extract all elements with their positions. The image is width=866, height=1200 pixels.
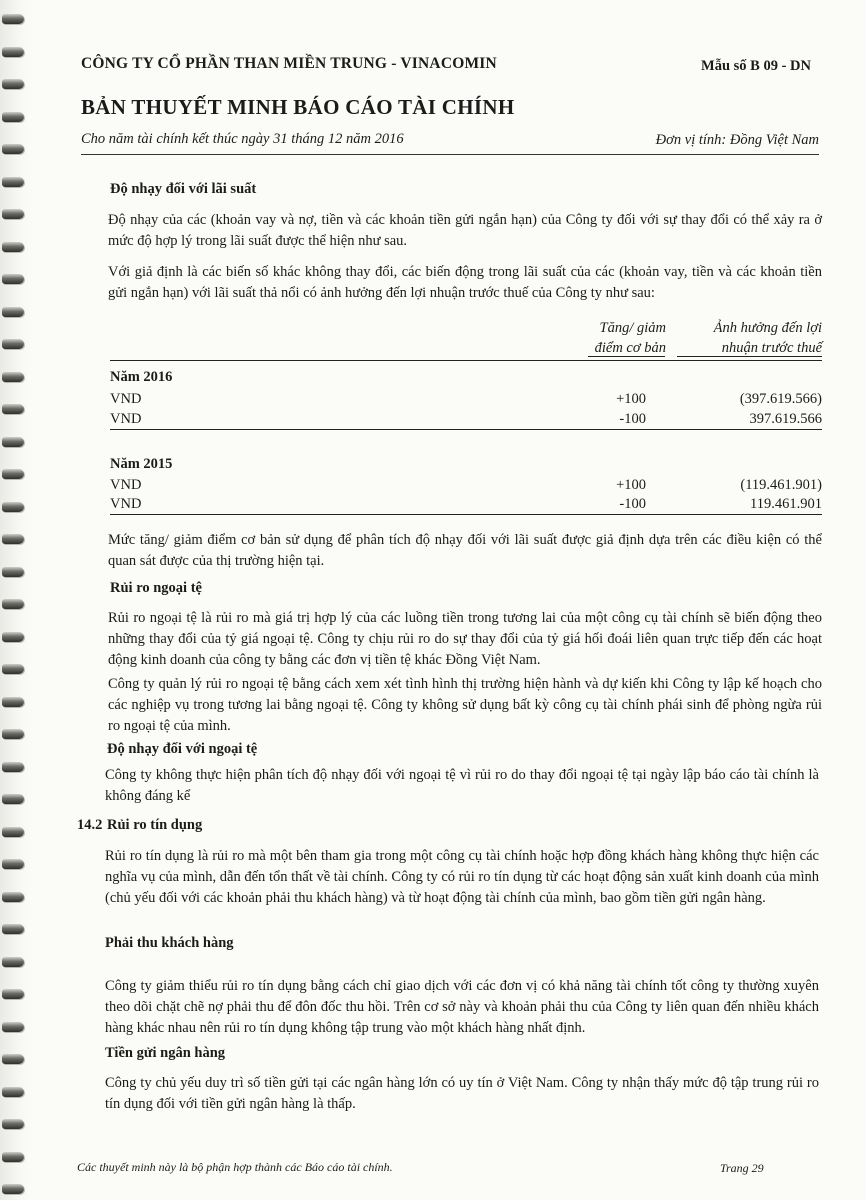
table-group-year: Năm 2016 bbox=[110, 369, 173, 385]
table-cell-currency: VND bbox=[110, 411, 142, 427]
binding-ring bbox=[2, 1119, 24, 1129]
binding-ring bbox=[2, 209, 24, 219]
binding-ring bbox=[2, 404, 24, 414]
column-header-underline bbox=[588, 356, 665, 357]
header-divider bbox=[81, 154, 819, 155]
binding-ring bbox=[2, 1152, 24, 1162]
footer-note: Các thuyết minh này là bộ phận hợp thành các Báo cáo tài chính. bbox=[77, 1160, 393, 1174]
binding-ring bbox=[2, 1184, 24, 1194]
column-header-line: Tăng/ giảm bbox=[599, 320, 666, 336]
currency-unit: Đơn vị tính: Đồng Việt Nam bbox=[655, 132, 819, 148]
binding-ring bbox=[2, 1022, 24, 1032]
page-number: Trang 29 bbox=[720, 1161, 764, 1175]
binding-ring bbox=[2, 567, 24, 577]
table-cell-impact: 397.619.566 bbox=[749, 411, 822, 427]
section-heading-fx-risk: Rủi ro ngoại tệ bbox=[110, 580, 202, 596]
document-title: BẢN THUYẾT MINH BÁO CÁO TÀI CHÍNH bbox=[81, 95, 515, 119]
company-name: CÔNG TY CỔ PHẦN THAN MIỀN TRUNG - VINACOMIN bbox=[81, 55, 497, 72]
column-header-profit-impact bbox=[660, 318, 822, 358]
binding-ring bbox=[2, 339, 24, 349]
binding-ring bbox=[2, 1087, 24, 1097]
binding-ring bbox=[2, 924, 24, 934]
table-cell-impact: (397.619.566) bbox=[739, 391, 822, 407]
binding-ring bbox=[2, 79, 24, 89]
binding-ring bbox=[2, 14, 24, 24]
binding-ring bbox=[2, 892, 24, 902]
binding-ring bbox=[2, 794, 24, 804]
table-cell-points: +100 bbox=[616, 477, 646, 493]
reporting-period: Cho năm tài chính kết thúc ngày 31 tháng 12 năm 2016 bbox=[81, 131, 404, 147]
binding-ring bbox=[2, 729, 24, 739]
binding-ring bbox=[2, 47, 24, 57]
table-group-rule bbox=[110, 429, 822, 430]
binding-ring bbox=[2, 437, 24, 447]
table-cell-points: +100 bbox=[616, 391, 646, 407]
binding-ring bbox=[2, 534, 24, 544]
binding-ring bbox=[2, 307, 24, 317]
column-header-line: nhuận trước thuế bbox=[721, 340, 822, 356]
section-heading-receivables: Phải thu khách hàng bbox=[105, 935, 234, 951]
section-heading-interest-sensitivity: Độ nhạy đối với lãi suất bbox=[110, 181, 257, 197]
binding-ring bbox=[2, 599, 24, 609]
section-heading-bank-deposits: Tiền gửi ngân hàng bbox=[105, 1045, 226, 1061]
paragraph: Mức tăng/ giảm điểm cơ bản sử dụng để phân tích độ nhạy đối với lãi suất được giả định dựa trên các điều kiện có thể quan sát được của thị trường hiện tại. bbox=[108, 532, 822, 569]
section-number: 14.2 bbox=[77, 817, 103, 833]
binding-ring bbox=[2, 469, 24, 479]
column-header-basis-points bbox=[540, 318, 666, 358]
column-header-line: điểm cơ bản bbox=[594, 340, 666, 356]
section-heading-credit-risk: Rủi ro tín dụng bbox=[107, 817, 203, 833]
binding-ring bbox=[2, 957, 24, 967]
paragraph: Rủi ro ngoại tệ là rủi ro mà giá trị hợp lý của các luồng tiền trong tương lai của một công cụ tài chính sẽ biến động theo những thay đổi của tỷ giá ngoại tệ. Công ty chịu rủi ro do sự thay đổi của tỷ giá hối đoái liên quan trực tiếp đến các hoạt động kinh doanh của công ty bằng các đơn vị tiền tệ khác Đồng Việt Nam. bbox=[108, 610, 822, 668]
table-cell-points: -100 bbox=[619, 496, 646, 512]
table-cell-impact: (119.461.901) bbox=[740, 477, 822, 493]
table-top-rule bbox=[110, 360, 822, 361]
binding-ring bbox=[2, 697, 24, 707]
paragraph: Công ty không thực hiện phân tích độ nhạy đối với ngoại tệ vì rủi ro do thay đổi ngoại tệ tại ngày lập báo cáo tài chính là không đáng kể bbox=[105, 767, 819, 804]
paragraph: Với giả định là các biến số khác không thay đổi, các biến động trong lãi suất của các (khoản vay, tiền và các khoản tiền gửi ngắn hạn) với lãi suất thả nổi có ảnh hưởng đến lợi nhuận trước thuế của Công ty như sau: bbox=[108, 264, 822, 301]
table-group-year: Năm 2015 bbox=[110, 456, 173, 472]
binding-ring bbox=[2, 664, 24, 674]
binding-ring bbox=[2, 372, 24, 382]
paragraph: Rủi ro tín dụng là rủi ro mà một bên tham gia trong một công cụ tài chính hoặc hợp đồng khách hàng không thực hiện các nghĩa vụ của mình, dẫn đến tổn thất về tài chính. Công ty có rủi ro tín dụng từ các hoạt động sản xuất kinh doanh của mình (chủ yếu đối với các khoản phải thu khách hàng) và từ hoạt động tài chính của mình, bao gồm tiền gửi ngân hàng. bbox=[105, 848, 819, 906]
binding-ring bbox=[2, 989, 24, 999]
binding-ring bbox=[2, 859, 24, 869]
section-heading-fx-sensitivity: Độ nhạy đối với ngoại tệ bbox=[107, 741, 258, 757]
table-cell-currency: VND bbox=[110, 477, 142, 493]
binding-ring bbox=[2, 274, 24, 284]
column-header-line: Ảnh hưởng đến lợi bbox=[713, 320, 822, 336]
paragraph: Độ nhạy của các (khoản vay và nợ, tiền và các khoản tiền gửi ngắn hạn) của Công ty đối với sự thay đổi có thể xảy ra ở mức độ hợp lý trong lãi suất được thể hiện như sau. bbox=[108, 212, 822, 249]
binding-ring bbox=[2, 177, 24, 187]
table-cell-currency: VND bbox=[110, 391, 142, 407]
binding-ring bbox=[2, 112, 24, 122]
table-cell-currency: VND bbox=[110, 496, 142, 512]
paragraph: Công ty giảm thiểu rủi ro tín dụng bằng cách chỉ giao dịch với các đơn vị có khả năng tài chính tốt công ty thường xuyên theo dõi chặt chẽ nợ phải thu để đôn đốc thu hồi. Trên cơ sở này và khoản phải thu của Công ty liên quan đến nhiều khách hàng khác nhau nên rủi ro tín dụng không tập trung vào một khách hàng nhất định. bbox=[105, 978, 819, 1036]
binding-ring bbox=[2, 632, 24, 642]
spiral-binding bbox=[0, 0, 30, 1200]
binding-ring bbox=[2, 502, 24, 512]
binding-ring bbox=[2, 762, 24, 772]
binding-ring bbox=[2, 242, 24, 252]
binding-ring bbox=[2, 144, 24, 154]
binding-ring bbox=[2, 827, 24, 837]
paragraph: Công ty chủ yếu duy trì số tiền gửi tại các ngân hàng lớn có uy tín ở Việt Nam. Công ty nhận thấy mức độ tập trung rủi ro tín dụng đối với tiền gửi ngân hàng là thấp. bbox=[105, 1075, 819, 1112]
table-cell-points: -100 bbox=[619, 411, 646, 427]
paragraph: Công ty quản lý rủi ro ngoại tệ bằng cách xem xét tình hình thị trường hiện hành và dự kiến khi Công ty lập kế hoạch cho các nghiệp vụ trong tương lai bằng ngoại tệ. Công ty không sử dụng bất kỳ công cụ tài chính phái sinh để phòng ngừa rủi ro ngoại tệ của mình. bbox=[108, 676, 822, 734]
form-code: Mẫu số B 09 - DN bbox=[701, 58, 811, 74]
binding-ring bbox=[2, 1054, 24, 1064]
table-cell-impact: 119.461.901 bbox=[750, 496, 822, 512]
table-bottom-rule bbox=[110, 514, 822, 515]
column-header-underline bbox=[677, 356, 822, 357]
